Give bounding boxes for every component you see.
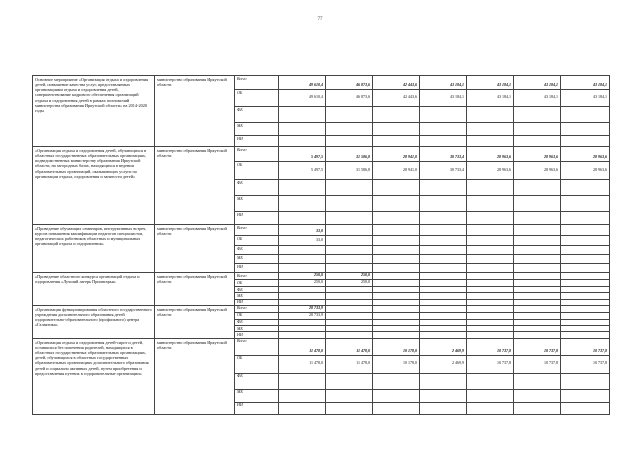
amount-cell xyxy=(467,312,514,319)
amount-cell xyxy=(420,236,467,246)
amount-cell xyxy=(467,236,514,246)
funding-source-label: ФБ xyxy=(235,180,279,196)
amount-cell xyxy=(420,255,467,264)
amount-cell xyxy=(279,264,326,273)
amount-cell: 46 873,6 xyxy=(326,90,373,107)
amount-cell: 43 184,1 xyxy=(561,76,610,90)
amount-cell xyxy=(514,373,561,389)
amount-cell xyxy=(420,246,467,255)
amount-cell: 43 184,1 xyxy=(420,90,467,107)
amount-cell xyxy=(326,264,373,273)
amount-cell: 43 184,1 xyxy=(467,76,514,90)
amount-cell: 10 737,8 xyxy=(561,355,610,373)
amount-cell: 49 610,4 xyxy=(279,90,326,107)
amount-cell: 43 184,1 xyxy=(514,90,561,107)
amount-cell xyxy=(514,280,561,287)
amount-cell xyxy=(326,373,373,389)
amount-cell: 28 963,6 xyxy=(467,162,514,180)
amount-cell xyxy=(279,180,326,196)
amount-cell: 11 478,0 xyxy=(326,338,373,355)
amount-cell xyxy=(326,123,373,136)
amount-cell xyxy=(326,255,373,264)
amount-cell xyxy=(279,123,326,136)
amount-cell xyxy=(467,280,514,287)
table-row xyxy=(33,225,610,236)
amount-cell xyxy=(373,273,420,280)
amount-cell xyxy=(420,123,467,136)
amount-cell xyxy=(467,136,514,147)
amount-cell xyxy=(514,312,561,319)
amount-cell xyxy=(279,373,326,389)
amount-cell xyxy=(373,180,420,196)
amount-cell xyxy=(420,180,467,196)
amount-cell: 28 941,0 xyxy=(373,162,420,180)
amount-cell xyxy=(326,312,373,319)
amount-cell xyxy=(326,402,373,414)
amount-cell xyxy=(420,264,467,273)
amount-cell: 28 963,6 xyxy=(514,147,561,162)
amount-cell xyxy=(373,264,420,273)
amount-cell xyxy=(326,305,373,312)
activity-description: Основное мероприятие «Организация отдыха и оздоровления детей, повышение качества услуг, предоставляемых организациями отдыха и оздоровления детей, совершенствование кадрового обеспечения организаций отдыха и оздоровления детей в рамках полномочий министерства образования Иркутской области» на 2014-2020 годы xyxy=(33,76,155,147)
funding-source-label: ОБ xyxy=(235,312,279,319)
amount-cell xyxy=(420,136,467,147)
amount-cell xyxy=(561,402,610,414)
amount-cell xyxy=(326,136,373,147)
amount-cell: 33,0 xyxy=(279,236,326,246)
amount-cell xyxy=(420,402,467,414)
amount-cell: 28 963,6 xyxy=(514,162,561,180)
amount-cell xyxy=(420,373,467,389)
funding-source-label: Всего xyxy=(235,76,279,90)
amount-cell xyxy=(561,273,610,280)
funding-source-label: ОБ xyxy=(235,162,279,180)
amount-cell: 28 963,6 xyxy=(561,162,610,180)
amount-cell xyxy=(514,236,561,246)
amount-cell xyxy=(326,246,373,255)
amount-cell xyxy=(373,312,420,319)
funding-source-label: ОБ xyxy=(235,236,279,246)
amount-cell xyxy=(279,136,326,147)
amount-cell xyxy=(326,389,373,402)
funding-source-label: ФБ xyxy=(235,287,279,293)
amount-cell xyxy=(420,312,467,319)
amount-cell: 43 184,1 xyxy=(467,90,514,107)
funding-source-label: Всего xyxy=(235,338,279,355)
amount-cell xyxy=(514,246,561,255)
amount-cell xyxy=(373,305,420,312)
amount-cell xyxy=(467,273,514,280)
amount-cell xyxy=(467,389,514,402)
amount-cell xyxy=(561,246,610,255)
funding-source-label: ФБ xyxy=(235,246,279,255)
amount-cell: 42 443,6 xyxy=(373,90,420,107)
amount-cell xyxy=(420,305,467,312)
amount-cell xyxy=(420,389,467,402)
table-row xyxy=(33,273,610,280)
amount-cell xyxy=(420,225,467,236)
amount-cell: 10 737,8 xyxy=(514,355,561,373)
amount-cell xyxy=(561,264,610,273)
amount-cell: 10 737,8 xyxy=(467,338,514,355)
executor-cell: министерство образования Иркутской области xyxy=(155,273,235,306)
amount-cell xyxy=(467,246,514,255)
amount-cell: 28 963,6 xyxy=(467,147,514,162)
amount-cell: 43 184,1 xyxy=(561,90,610,107)
amount-cell xyxy=(279,255,326,264)
amount-cell: 11 478,0 xyxy=(279,338,326,355)
funding-source-label: ОБ xyxy=(235,280,279,287)
amount-cell xyxy=(561,212,610,225)
executor-cell: министерство образования Иркутской области xyxy=(155,225,235,273)
amount-cell: 28 733,9 xyxy=(279,305,326,312)
table-row xyxy=(33,305,610,312)
amount-cell xyxy=(561,107,610,123)
activity-description: «Организация отдыха и оздоровления детей, обучающихся в областных государственных образовательных организациях, подведомственных министерству образования Иркутской области, на загородных базах, находящихся в ведении образовательных организаций, оказывающих услуги по организации отдыха, оздоровления и занятости детей» xyxy=(33,147,155,225)
table-row xyxy=(33,338,610,355)
amount-cell xyxy=(373,136,420,147)
amount-cell xyxy=(373,402,420,414)
amount-cell xyxy=(279,402,326,414)
amount-cell: 2 469,9 xyxy=(420,355,467,373)
funding-source-label: ОБ xyxy=(235,355,279,373)
funding-source-label: МБ xyxy=(235,389,279,402)
amount-cell: 31 586,8 xyxy=(326,162,373,180)
funding-source-label: ФБ xyxy=(235,373,279,389)
amount-cell: 11 478,0 xyxy=(326,355,373,373)
amount-cell xyxy=(279,107,326,123)
amount-cell xyxy=(514,123,561,136)
amount-cell xyxy=(561,280,610,287)
amount-cell xyxy=(373,246,420,255)
funding-source-label: НИ xyxy=(235,212,279,225)
amount-cell: 30 733,4 xyxy=(420,162,467,180)
amount-cell xyxy=(420,196,467,212)
executor-cell: министерство образования Иркутской области xyxy=(155,147,235,225)
executor-cell: министерство образования Иркутской области xyxy=(155,76,235,147)
table-row xyxy=(33,147,610,162)
amount-cell xyxy=(373,373,420,389)
amount-cell xyxy=(279,246,326,255)
amount-cell xyxy=(514,225,561,236)
amount-cell: 30 733,4 xyxy=(420,147,467,162)
funding-source-label: МБ xyxy=(235,326,279,332)
amount-cell xyxy=(420,273,467,280)
amount-cell xyxy=(467,196,514,212)
amount-cell xyxy=(467,264,514,273)
amount-cell xyxy=(561,312,610,319)
amount-cell xyxy=(561,305,610,312)
amount-cell xyxy=(561,123,610,136)
amount-cell xyxy=(467,180,514,196)
amount-cell xyxy=(373,389,420,402)
amount-cell xyxy=(373,280,420,287)
table-row xyxy=(33,76,610,90)
executor-cell: министерство образования Иркутской области xyxy=(155,305,235,338)
amount-cell: 250,0 xyxy=(326,273,373,280)
funding-source-label: НИ xyxy=(235,136,279,147)
amount-cell xyxy=(373,196,420,212)
funding-source-label: НИ xyxy=(235,264,279,273)
funding-source-label: ОБ xyxy=(235,90,279,107)
amount-cell xyxy=(467,402,514,414)
amount-cell xyxy=(561,236,610,246)
amount-cell xyxy=(373,212,420,225)
amount-cell xyxy=(561,196,610,212)
amount-cell: 43 184,1 xyxy=(514,76,561,90)
amount-cell: 250,0 xyxy=(279,273,326,280)
amount-cell xyxy=(514,255,561,264)
funding-source-label: МБ xyxy=(235,293,279,299)
amount-cell: 33,0 xyxy=(279,225,326,236)
funding-source-label: Всего xyxy=(235,147,279,162)
amount-cell xyxy=(279,196,326,212)
amount-cell xyxy=(561,225,610,236)
activity-description: «Организация отдыха и оздоровления детей-сирот и детей, оставшихся без попечения родителей, находящихся в областных государственных образовательных организациях, детей, обучающихся в областных государственных образовательных организациях дополнительного образования детей и социально активных детей, путем приобретения и предоставления путевок в оздоровительные организации» xyxy=(33,338,155,414)
funding-source-label: ФБ xyxy=(235,107,279,123)
page-number: 77 xyxy=(317,17,323,22)
amount-cell xyxy=(514,212,561,225)
amount-cell xyxy=(326,225,373,236)
funding-source-label: Всего xyxy=(235,273,279,280)
amount-cell: 49 610,4 xyxy=(279,76,326,90)
amount-cell: 10 178,0 xyxy=(373,338,420,355)
amount-cell: 28 733,9 xyxy=(279,312,326,319)
funding-source-label: Всего xyxy=(235,225,279,236)
amount-cell: 28 963,6 xyxy=(561,147,610,162)
amount-cell xyxy=(326,180,373,196)
amount-cell xyxy=(279,212,326,225)
funding-source-label: Всего xyxy=(235,305,279,312)
amount-cell: 5 497,5 xyxy=(279,162,326,180)
amount-cell xyxy=(561,180,610,196)
amount-cell: 2 469,9 xyxy=(420,338,467,355)
amount-cell: 46 873,6 xyxy=(326,76,373,90)
amount-cell xyxy=(467,373,514,389)
amount-cell xyxy=(561,136,610,147)
amount-cell xyxy=(514,305,561,312)
amount-cell xyxy=(373,255,420,264)
amount-cell xyxy=(279,389,326,402)
amount-cell: 250,0 xyxy=(326,280,373,287)
funding-source-label: МБ xyxy=(235,196,279,212)
amount-cell xyxy=(420,280,467,287)
funding-source-label: МБ xyxy=(235,255,279,264)
amount-cell xyxy=(514,402,561,414)
amount-cell: 28 941,0 xyxy=(373,147,420,162)
amount-cell xyxy=(514,389,561,402)
amount-cell xyxy=(561,255,610,264)
amount-cell xyxy=(326,212,373,225)
activity-description: «Проведение обучающих семинаров, инструктивных встреч, курсов повышения квалификации педагогов специалистов, педагогических работников областных и муниципальных организаций отдыха и оздоровления» xyxy=(33,225,155,273)
amount-cell xyxy=(514,180,561,196)
amount-cell xyxy=(561,389,610,402)
amount-cell xyxy=(326,236,373,246)
amount-cell: 250,0 xyxy=(279,280,326,287)
amount-cell xyxy=(514,196,561,212)
amount-cell xyxy=(420,107,467,123)
amount-cell: 5 497,5 xyxy=(279,147,326,162)
amount-cell xyxy=(561,373,610,389)
funding-source-label: МБ xyxy=(235,123,279,136)
amount-cell xyxy=(467,225,514,236)
amount-cell: 43 184,1 xyxy=(420,76,467,90)
amount-cell: 10 737,8 xyxy=(514,338,561,355)
amount-cell xyxy=(467,212,514,225)
funding-source-label: НИ xyxy=(235,332,279,338)
amount-cell xyxy=(467,255,514,264)
funding-source-label: ФБ xyxy=(235,319,279,325)
amount-cell xyxy=(373,107,420,123)
amount-cell xyxy=(514,136,561,147)
amount-cell xyxy=(326,196,373,212)
amount-cell xyxy=(467,305,514,312)
executor-cell: министерство образования Иркутской области xyxy=(155,338,235,414)
amount-cell: 11 478,0 xyxy=(279,355,326,373)
funding-source-label: НИ xyxy=(235,402,279,414)
budget-table xyxy=(32,75,610,415)
amount-cell: 31 586,8 xyxy=(326,147,373,162)
activity-description: «Проведение областного конкурса организаций отдыха и оздоровления «Лучший лагерь Приангарья» xyxy=(33,273,155,306)
amount-cell xyxy=(514,107,561,123)
amount-cell: 42 443,6 xyxy=(373,76,420,90)
amount-cell: 10 737,8 xyxy=(467,355,514,373)
amount-cell: 10 178,0 xyxy=(373,355,420,373)
amount-cell xyxy=(373,123,420,136)
amount-cell xyxy=(373,236,420,246)
activity-description: «Организация функционирования областного государственного учреждения дополнительного образования детей оздоровительно-образовательного (профильного) центра «Галактика» xyxy=(33,305,155,338)
amount-cell xyxy=(420,212,467,225)
amount-cell xyxy=(467,123,514,136)
amount-cell: 10 737,8 xyxy=(561,338,610,355)
amount-cell xyxy=(467,107,514,123)
amount-cell xyxy=(514,273,561,280)
amount-cell xyxy=(514,264,561,273)
amount-cell xyxy=(326,107,373,123)
amount-cell xyxy=(373,225,420,236)
funding-source-label: НИ xyxy=(235,299,279,305)
